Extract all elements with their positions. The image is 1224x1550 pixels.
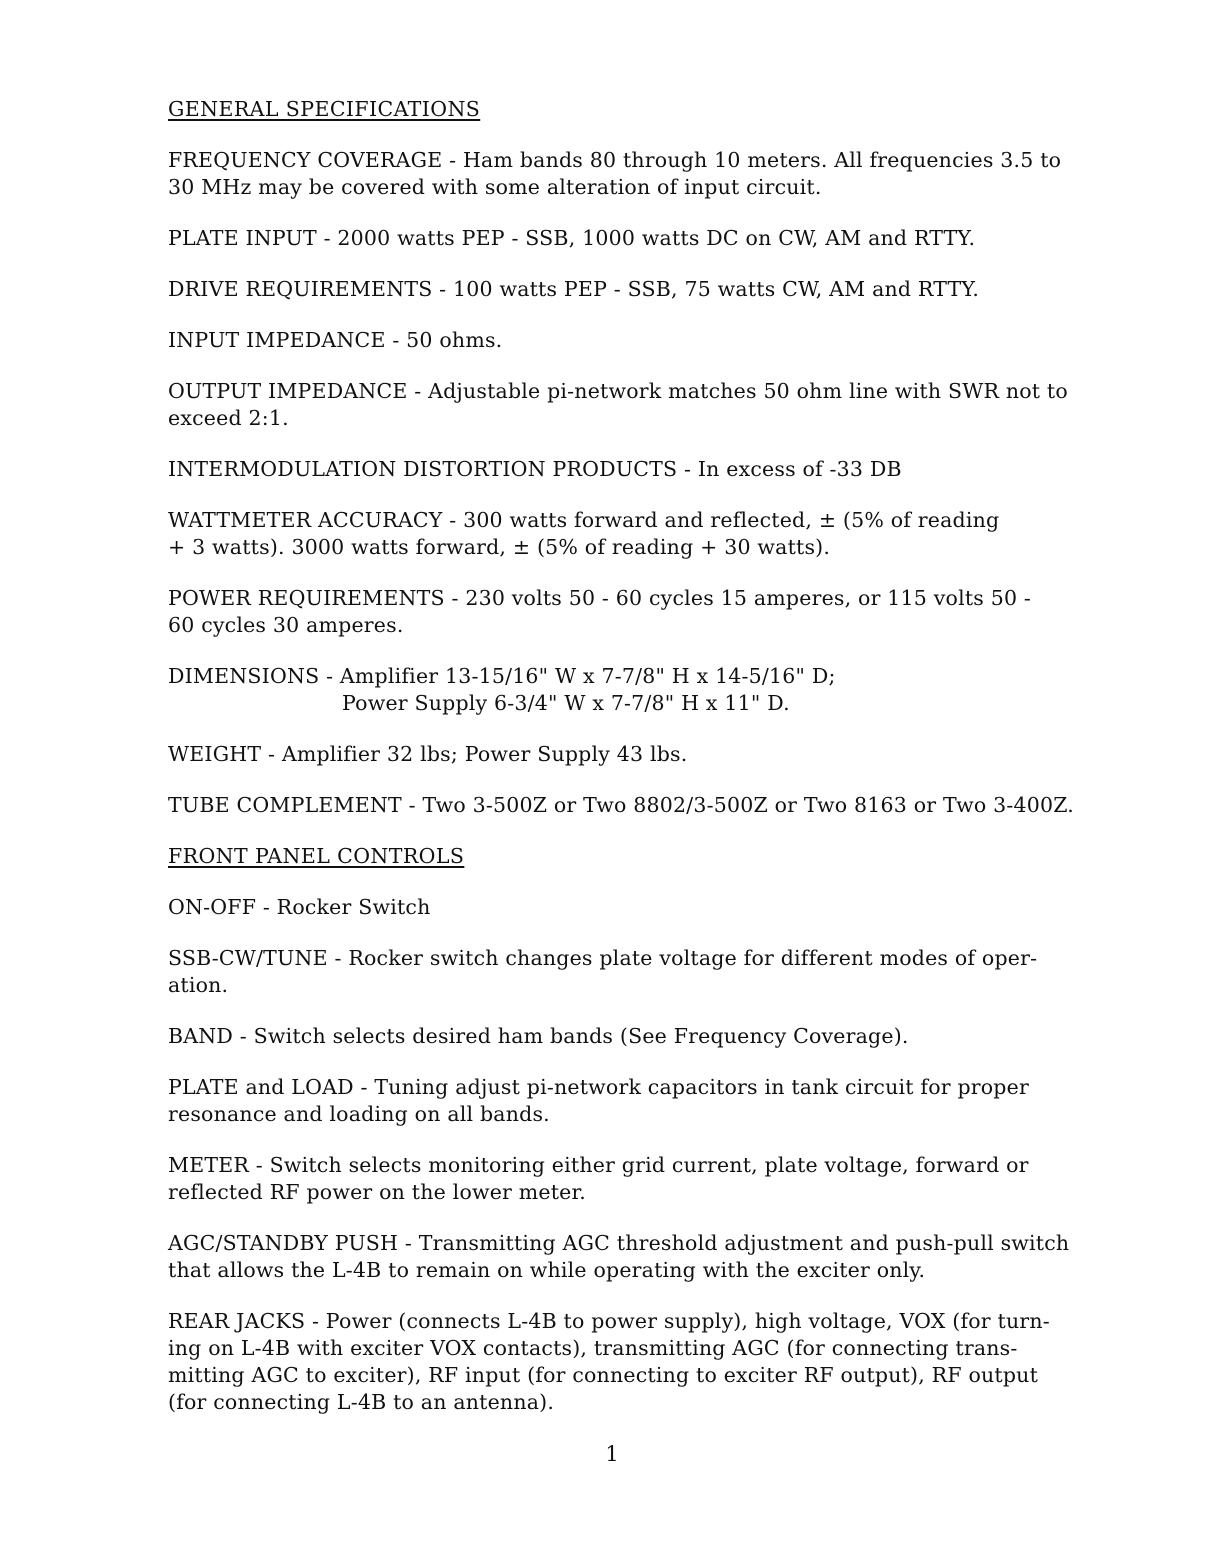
spec-line: DIMENSIONS - Amplifier 13-15/16" W x 7-7/8" H x 14-5/16" D; [168, 664, 836, 688]
spec-line: resonance and loading on all bands. [168, 1102, 550, 1126]
spec-line: OUTPUT IMPEDANCE - Adjustable pi-network matches 50 ohm line with SWR not to [168, 379, 1068, 403]
spec-line: POWER REQUIREMENTS - 230 volts 50 - 60 cycles 15 amperes, or 115 volts 50 - [168, 586, 1032, 610]
spec-input-impedance [168, 327, 1143, 354]
spec-line: ing on L-4B with exciter VOX contacts), transmitting AGC (for connecting trans- [168, 1336, 1018, 1360]
spec-wattmeter-accuracy [168, 507, 1143, 561]
spec-line: + 3 watts). 3000 watts forward, ± (5% of reading + 30 watts). [168, 535, 831, 559]
control-band [168, 1023, 1143, 1050]
control-ssb-cw-tune [168, 945, 1143, 999]
spec-drive-requirements [168, 276, 1143, 303]
control-agc-standby-push [168, 1230, 1143, 1284]
spec-line: METER - Switch selects monitoring either grid current, plate voltage, forward or [168, 1153, 1029, 1177]
spec-line: PLATE INPUT - 2000 watts PEP - SSB, 1000 watts DC on CW, AM and RTTY. [168, 226, 976, 250]
spec-line: FREQUENCY COVERAGE - Ham bands 80 through 10 meters. All frequencies 3.5 to [168, 148, 1062, 172]
spec-intermodulation-distortion [168, 456, 1143, 483]
spec-line: Power Supply 6-3/4" W x 7-7/8" H x 11" D. [342, 691, 790, 715]
spec-line: INPUT IMPEDANCE - 50 ohms. [168, 328, 503, 352]
spec-line: BAND - Switch selects desired ham bands (See Frequency Coverage). [168, 1024, 909, 1048]
page-number: 1 [605, 1442, 619, 1466]
spec-line: WEIGHT - Amplifier 32 lbs; Power Supply 43 lbs. [168, 742, 688, 766]
spec-line: ation. [168, 973, 229, 997]
control-rear-jacks [168, 1308, 1143, 1416]
spec-line: SSB-CW/TUNE - Rocker switch changes plate voltage for different modes of oper- [168, 946, 1038, 970]
spec-line: exceed 2:1. [168, 406, 289, 430]
spec-line: that allows the L-4B to remain on while operating with the exciter only. [168, 1258, 926, 1282]
spec-output-impedance [168, 378, 1143, 432]
spec-line: 30 MHz may be covered with some alteration of input circuit. [168, 175, 822, 199]
spec-line: WATTMETER ACCURACY - 300 watts forward and reflected, ± (5% of reading [168, 508, 1000, 532]
spec-weight [168, 741, 1143, 768]
spec-plate-input [168, 225, 1143, 252]
control-meter [168, 1152, 1143, 1206]
spec-line: AGC/STANDBY PUSH - Transmitting AGC threshold adjustment and push-pull switch [168, 1231, 1070, 1255]
spec-line: 60 cycles 30 amperes. [168, 613, 404, 637]
spec-line: TUBE COMPLEMENT - Two 3-500Z or Two 8802/3-500Z or Two 8163 or Two 3-400Z. [168, 793, 1075, 817]
general-specifications-heading: GENERAL SPECIFICATIONS [168, 97, 481, 121]
spec-line: mitting AGC to exciter), RF input (for connecting to exciter RF output), RF output [168, 1363, 1039, 1387]
spec-line: DRIVE REQUIREMENTS - 100 watts PEP - SSB, 75 watts CW, AM and RTTY. [168, 277, 980, 301]
spec-line: (for connecting L-4B to an antenna). [168, 1390, 555, 1414]
front-panel-controls-heading: FRONT PANEL CONTROLS [168, 844, 465, 868]
spec-dimensions [168, 663, 1143, 717]
spec-line: REAR JACKS - Power (connects L-4B to power supply), high voltage, VOX (for turn- [168, 1309, 1050, 1333]
control-plate-and-load [168, 1074, 1143, 1128]
control-on-off [168, 894, 1143, 921]
spec-line: reflected RF power on the lower meter. [168, 1180, 586, 1204]
spec-line: INTERMODULATION DISTORTION PRODUCTS - In excess of -33 DB [168, 457, 902, 481]
spec-frequency-coverage [168, 147, 1143, 201]
spec-line: ON-OFF - Rocker Switch [168, 895, 431, 919]
spec-line: PLATE and LOAD - Tuning adjust pi-network capacitors in tank circuit for proper [168, 1075, 1029, 1099]
spec-tube-complement [168, 792, 1143, 819]
spec-power-requirements [168, 585, 1143, 639]
document-page [168, 96, 1143, 1440]
